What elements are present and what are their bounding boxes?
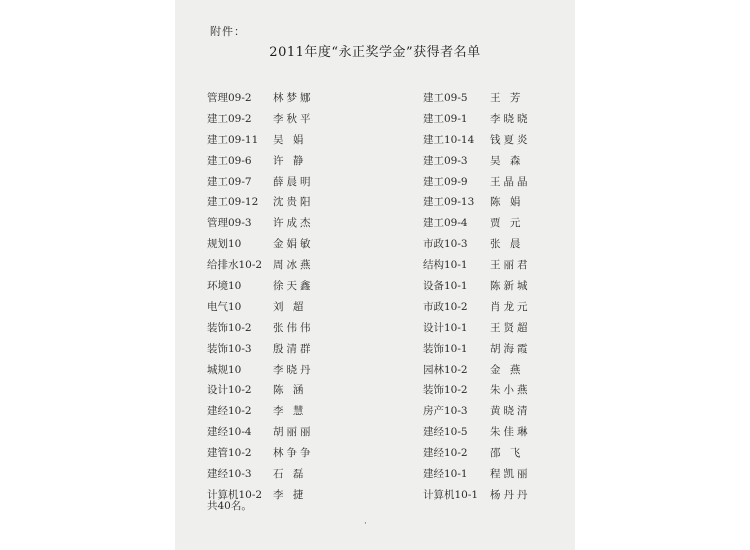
winner-name: 邵 飞 [490, 447, 524, 460]
winner-row [207, 213, 314, 234]
winner-class: 园林10-2 [423, 363, 468, 376]
winner-list-right [423, 88, 531, 506]
winner-row [207, 339, 314, 360]
winner-row [207, 255, 314, 276]
winner-row [423, 318, 531, 339]
winner-name: 殷清群 [273, 342, 314, 355]
winner-class: 建工09-2 [207, 112, 252, 125]
winner-class: 结构10-1 [423, 259, 468, 272]
winner-class: 建工09-6 [207, 154, 252, 167]
winner-class: 装饰10-3 [207, 342, 252, 355]
winner-row [423, 276, 531, 297]
winner-row [423, 464, 531, 485]
winner-row [423, 401, 531, 422]
winner-class: 建经10-5 [423, 426, 468, 439]
winner-row [423, 130, 531, 151]
winner-name: 薛晨明 [273, 175, 314, 188]
winner-class: 建工09-12 [207, 196, 259, 209]
winner-name: 李晓晓 [490, 112, 531, 125]
winner-class: 规划10 [207, 238, 242, 251]
winner-class: 装饰10-1 [423, 342, 468, 355]
winner-class: 建经10-1 [423, 468, 468, 481]
winner-class: 建工09-5 [423, 92, 468, 104]
winner-name: 张 晨 [490, 238, 524, 251]
winner-name: 王晶晶 [490, 175, 531, 188]
winner-class: 给排水10-2 [207, 259, 263, 272]
winner-row [207, 88, 314, 109]
winner-class: 装饰10-2 [423, 384, 468, 397]
winner-name: 黄晓清 [490, 405, 531, 418]
winner-row [207, 297, 314, 318]
winner-name: 张伟伟 [273, 321, 314, 334]
winner-class: 管理09-3 [207, 217, 252, 230]
winner-class: 房产10-3 [423, 405, 468, 418]
winner-class: 电气10 [207, 300, 242, 313]
winner-class: 建经10-2 [423, 447, 468, 460]
winner-class: 建工09-13 [423, 196, 475, 209]
document-title: 2011年度“永正奖学金”获得者名单 [269, 45, 481, 60]
winner-row [423, 109, 531, 130]
winner-class: 建工09-1 [423, 112, 468, 125]
winner-row [423, 151, 531, 172]
winner-row [423, 234, 531, 255]
winner-class: 建经10-2 [207, 405, 252, 418]
winner-class: 建工10-14 [423, 133, 475, 146]
winner-row [423, 297, 531, 318]
winner-name: 李 慧 [273, 405, 307, 418]
total-count: 共40名。 [207, 500, 252, 512]
winner-name: 陈 涵 [273, 384, 307, 397]
winner-name: 林梦娜 [273, 92, 314, 104]
winner-row [207, 380, 314, 401]
winner-name: 金娟敏 [273, 238, 314, 251]
winner-class: 计算机10-2 [207, 488, 263, 501]
winner-class: 建经10-3 [207, 468, 252, 481]
winner-row [207, 192, 314, 213]
winner-class: 设备10-1 [423, 280, 468, 293]
winner-row [423, 255, 531, 276]
winner-row [207, 401, 314, 422]
winner-row [423, 443, 531, 464]
winner-name: 吴 森 [490, 154, 524, 167]
winner-row [423, 88, 531, 109]
winner-name: 沈贵阳 [273, 196, 314, 209]
winner-name: 王 芳 [490, 92, 524, 104]
winner-row [423, 192, 531, 213]
winner-class: 市政10-2 [423, 300, 468, 313]
winner-class: 建工09-7 [207, 175, 252, 188]
winner-class: 设计10-2 [207, 384, 252, 397]
winner-row [207, 422, 314, 443]
winner-name: 王贤超 [490, 321, 531, 334]
winner-row [207, 464, 314, 485]
winner-class: 环境10 [207, 280, 242, 293]
winner-name: 李晓丹 [273, 363, 314, 376]
winner-list-left [207, 88, 314, 506]
winner-row [423, 213, 531, 234]
winner-row [207, 318, 314, 339]
winner-class: 市政10-3 [423, 238, 468, 251]
winner-class: 建工09-9 [423, 175, 468, 188]
winner-row [423, 339, 531, 360]
winner-name: 钱夏炎 [490, 133, 531, 146]
winner-row [207, 234, 314, 255]
winner-row [423, 485, 531, 506]
winner-name: 徐天鑫 [273, 280, 314, 293]
winner-name: 许成杰 [273, 217, 314, 230]
winner-name: 朱佳琳 [490, 426, 531, 439]
winner-name: 许 静 [273, 154, 307, 167]
winner-class: 建管10-2 [207, 447, 252, 460]
winner-row [207, 360, 314, 381]
winner-class: 建经10-4 [207, 426, 252, 439]
winner-class: 建工09-11 [207, 133, 259, 146]
winner-class: 管理09-2 [207, 92, 252, 104]
winner-row [207, 109, 314, 130]
winner-name: 王丽君 [490, 259, 531, 272]
winner-name: 刘 超 [273, 300, 307, 313]
winner-name: 陈 娟 [490, 196, 524, 209]
winner-name: 金 燕 [490, 363, 524, 376]
winner-name: 周冰燕 [273, 259, 314, 272]
winner-class: 建工09-3 [423, 154, 468, 167]
winner-name: 杨丹丹 [490, 488, 531, 501]
winner-name: 胡丽丽 [273, 426, 314, 439]
winner-row [423, 360, 531, 381]
winner-name: 贾 元 [490, 217, 524, 230]
winner-name: 朱小燕 [490, 384, 531, 397]
winner-row [207, 172, 314, 193]
winner-class: 城规10 [207, 363, 242, 376]
winner-name: 吴 娟 [273, 133, 307, 146]
winner-class: 装饰10-2 [207, 321, 252, 334]
attachment-label: 附件： [210, 25, 246, 38]
winner-name: 石 磊 [273, 468, 307, 481]
winner-row [207, 276, 314, 297]
winner-row [423, 380, 531, 401]
winner-name: 肖龙元 [490, 300, 531, 313]
winner-row [207, 443, 314, 464]
winner-class: 计算机10-1 [423, 488, 479, 501]
winner-name: 李 捷 [273, 488, 307, 501]
page-mark: · [364, 519, 367, 529]
winner-name: 林争争 [273, 447, 314, 460]
winner-name: 胡海霞 [490, 342, 531, 355]
winner-name: 陈新城 [490, 280, 531, 293]
winner-row [207, 151, 314, 172]
scanned-page [175, 0, 575, 550]
winner-row [423, 172, 531, 193]
winner-row [423, 422, 531, 443]
winner-class: 设计10-1 [423, 321, 468, 334]
winner-class: 建工09-4 [423, 217, 468, 230]
winner-name: 李秋平 [273, 112, 314, 125]
winner-name: 程凯丽 [490, 468, 531, 481]
winner-row [207, 130, 314, 151]
